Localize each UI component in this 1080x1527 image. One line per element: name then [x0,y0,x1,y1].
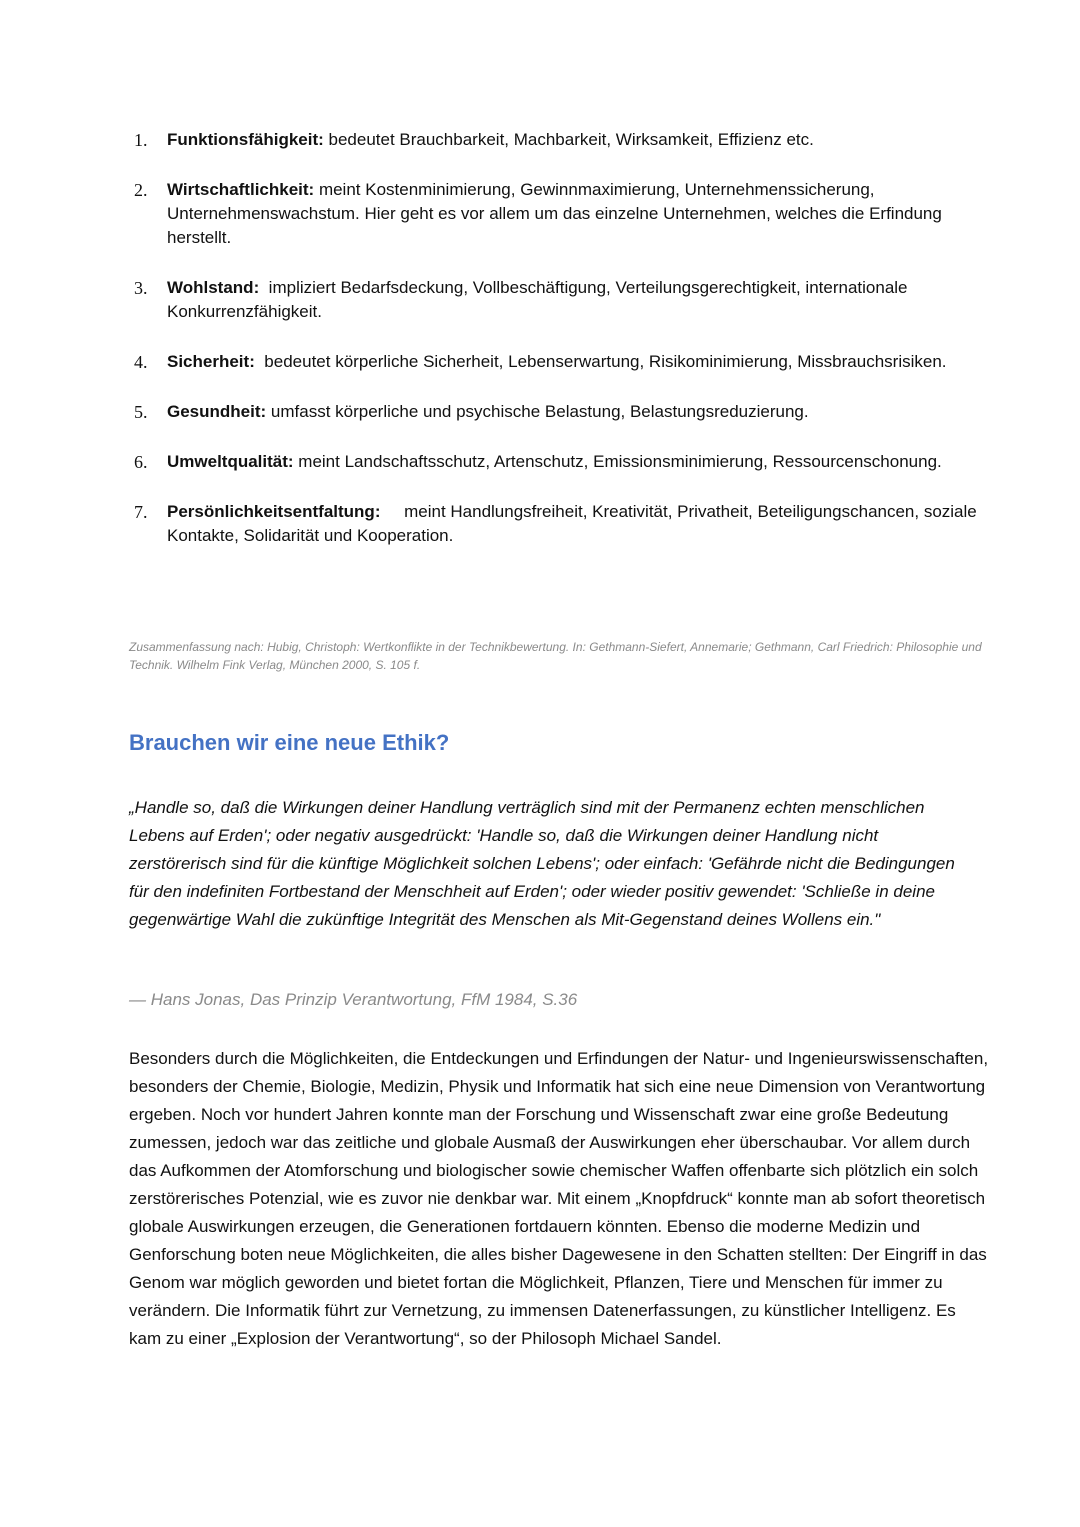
quote-text: „Handle so, daß die Wirkungen deiner Handlung verträglich sind mit der Permanenz echten menschlichen Lebens auf Erden'; oder negativ ausgedrückt: 'Handle so, daß die Wirkungen deiner Handlung nicht zerstörerisch sind für die künftige Möglichkeit solchen Lebens'; oder einfach: 'Gefährde nicht die Bedingungen für den indefiniten Fortbestand der Menschheit auf Erden'; oder wieder positiv gewendet: 'Schließe in deine gegenwärtige Wahl die zukünftige Integrität des Menschen als Mit-Gegenstand deines Wollens ein." [129,798,955,929]
list-item-description: impliziert Bedarfsdeckung, Vollbeschäftigung, Verteilungsgerechtigkeit, internationale Konkurrenzfähigkeit. [167,278,913,321]
list-item-number: 2. [134,180,148,200]
list-item-description: bedeutet körperliche Sicherheit, Lebenserwartung, Risikominimierung, Missbrauchsrisiken. [254,352,947,371]
list-item-text [167,350,984,374]
body-paragraph: Besonders durch die Möglichkeiten, die Entdeckungen und Erfindungen der Natur- und Ingenieurswissenschaften, besonders der Chemie, Biologie, Medizin, Physik und Informatik hat sich eine neue Dimension von Verantwortung ergeben. Noch vor hundert Jahren konnte man der Forschung und Wissenschaft zwar eine große Bedeutung zumessen, jedoch war das zeitliche und globale Ausmaß der Auswirkungen eher überschaubar. Vor allem durch das Aufkommen der Atomforschung und biologischer sowie chemischer Waffen offenbarte sich plötzlich ein solch zerstörerisches Potenzial, wie es zuvor nie denkbar war. Mit einem „Knopfdruck“ konnte man ab sofort theoretisch globale Auswirkungen erzeugen, die Generationen fortdauern könnten. Ebenso die moderne Medizin und Genforschung boten neue Möglichkeiten, die alles bisher Dagewesene in den Schatten stellten: Der Eingriff in das Genom war möglich geworden und bietet fortan die Möglichkeit, Pflanzen, Tiere und Menschen für immer zu verändern. Die Informatik führt zur Vernetzung, zu immensen Datenerfassungen, zu künstlicher Intelligenz. Es kam zu einer „Explosion der Verantwortung“, so der Philosoph Michael Sandel. [129,1049,989,1348]
list-item-text [167,400,984,424]
values-list [134,128,984,574]
list-item-term: Sicherheit: [167,352,255,371]
list-item [134,128,984,152]
list-item-description: umfasst körperliche und psychische Belastung, Belastungsreduzierung. [266,402,809,421]
list-item-term: Funktionsfähigkeit: [167,130,324,149]
list-item [134,450,984,474]
list-item-number: 4. [134,352,148,372]
list-item-term: Gesundheit: [167,402,267,421]
list-item-term: Wohlstand: [167,278,260,297]
list-item-description: bedeutet Brauchbarkeit, Machbarkeit, Wirksamkeit, Effizienz etc. [323,130,814,149]
list-item-number: 1. [134,130,148,150]
list-item-description: meint Kostenminimierung, Gewinnmaximierung, Unternehmenssicherung, Unternehmenswachstum. Hier geht es vor allem um das einzelne Unternehmen, welches die Erfindung herstellt. [167,180,947,247]
quote-attribution: — Hans Jonas, Das Prinzip Verantwortung, FfM 1984, S.36 [129,990,578,1009]
list-item-term: Umweltqualität: [167,452,294,471]
list-item-text [167,128,984,152]
list-item-term: Wirtschaftlichkeit: [167,180,315,199]
list-item-description: meint Landschaftsschutz, Artenschutz, Emissionsminimierung, Ressourcenschonung. [293,452,942,471]
list-item-text [167,500,984,548]
list-item-description: meint Handlungsfreiheit, Kreativität, Privatheit, Beteiligungschancen, soziale Kontakte, Solidarität und Kooperation. [167,502,982,545]
list-item [134,276,984,324]
list-item-term: Persönlichkeitsentfaltung: [167,502,381,521]
list-item [134,178,984,250]
list-item-number: 3. [134,278,148,298]
source-note: Zusammenfassung nach: Hubig, Christoph: Wertkonflikte in der Technikbewertung. In: Gethmann-Siefert, Annemarie; Gethmann, Carl Friedrich: Philosophie und Technik. Wilhelm Fink Verlag, München 2000, S. 105 f. [129,640,982,672]
list-item-number: 7. [134,502,148,522]
list-item-number: 5. [134,402,148,422]
list-item [134,500,984,548]
list-item-text [167,178,984,250]
list-item-number: 6. [134,452,148,472]
list-item [134,400,984,424]
section-heading: Brauchen wir eine neue Ethik? [129,730,450,755]
list-item [134,350,984,374]
list-item-text [167,450,984,474]
list-item-text [167,276,984,324]
